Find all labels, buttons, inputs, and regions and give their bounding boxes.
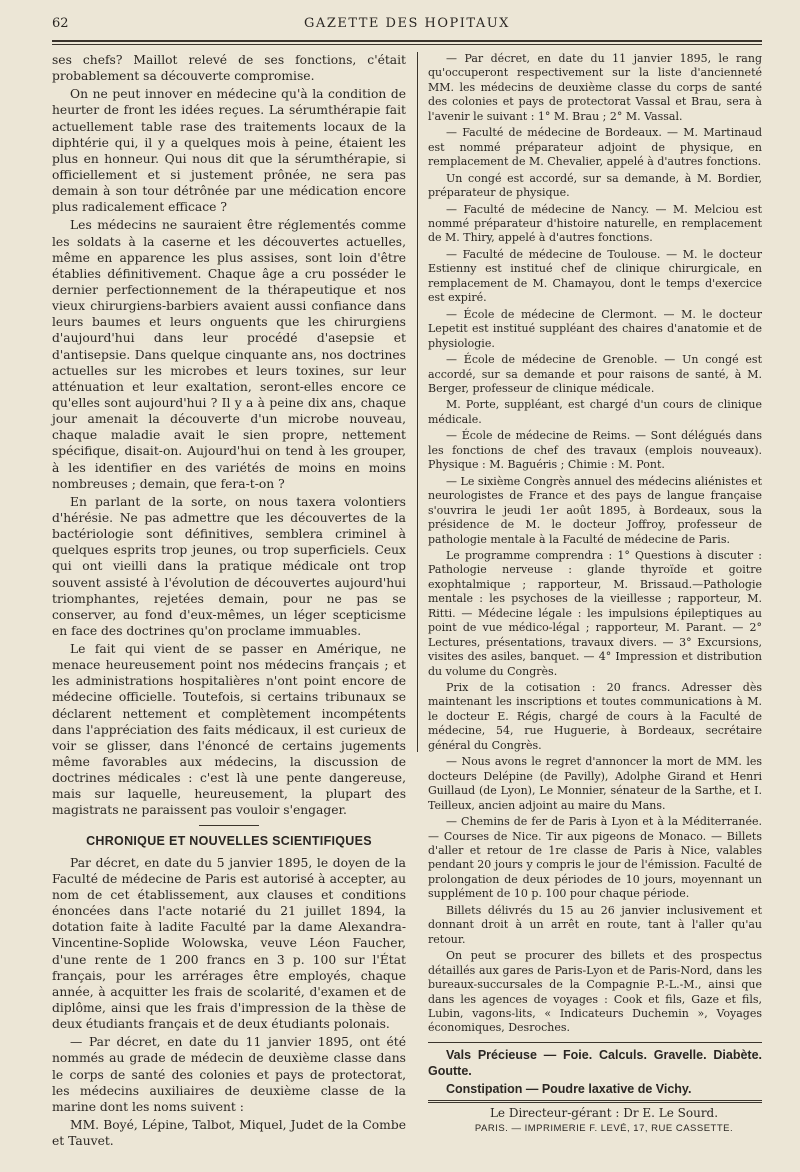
paragraph: Les médecins ne sauraient être réglementés comme les soldats à la caserne et les découvertes actuelles, même en apparence les plus assises, sont loin d'être établies définitivement. Chaque âge a cru posséder le dernier perfectionnement de la thérapeutique et nos vieux chirurgiens-barbiers avaient aussi confiance dans leurs baumes et leurs onguents que les chirurgiens d'aujourd'hui dans leur procédé d'asepsie et d'antisepsie. Dans quelque cinquante ans, nos doctrines actuelles sur les microbes et leurs toxines, sur leur atténuation et leur exaltation, seront-elles encore ce qu'elles sont aujourd'hui ? Il y a à peine dix ans, chaque jour amenait la découverte d'un microbe nouveau, chaque maladie avait le sien propre, nettement spécifique, disait-on. Aujourd'hui on tend à les grouper, à les identifier en des variétés de moins en moins nombreuses ; demain, que fera-t-on ? — [52, 218, 406, 491]
news-item: Prix de la cotisation : 20 francs. Adresser dès maintenant les inscriptions et toutes communications à M. le docteur E. Régis, chargé de cours à la Faculté de médecine, 54, rue Huguerie, à Bordeaux, secrétaire général du Congrès. — [428, 681, 762, 752]
advert-line: Constipation — Poudre laxative de Vichy. — [446, 1081, 692, 1096]
page-number: 62 — [52, 16, 69, 31]
paragraph: En parlant de la sorte, on nous taxera volontiers d'hérésie. Ne pas admettre que les découvertes de la bactériologie sont définitives, semblera criminel à quelques esprits trop jeunes, ou trop superficiels. Ceux qui ont vieilli dans la pratique médicale ont trop souvent assisté à l'évolution de découvertes aujourd'hui triomphantes, rejetées demain, pour ne pas se conserver, au fond d'eux-mêmes, un léger scepticisme en face des doctrines qu'on proclame immuables. — [52, 494, 406, 638]
header-rule-thin — [52, 44, 762, 45]
footer-rule — [428, 1100, 762, 1103]
news-item: On peut se procurer des billets et des prospectus détaillés aux gares de Paris-Lyon et de Paris-Nord, dans les bureaux-succursales de la Compagnie P.-L.-M., ainsi que dans les agences de voyages : Cook et fils, Gaze et fils, Lubin, vagons-lits, « Indicateurs Duchemin », Voyages économiques, Desroches. — [428, 949, 762, 1035]
paragraph: ses chefs? Maillot relevé de ses fonctions, c'était probablement sa découverte compromise. — [52, 53, 406, 84]
news-item: — Par décret, en date du 11 janvier 1895, ont été nommés au grade de médecin de deuxième classe dans le corps de santé des colonies et pays de protectorat, les médecins auxiliaires de deuxième classe de la marine dont les noms suivent : — [52, 1035, 406, 1114]
running-title: GAZETTE DES HOPITAUX — [304, 16, 510, 31]
page-header — [52, 14, 762, 36]
advert-rule — [428, 1042, 762, 1043]
news-item: — Le sixième Congrès annuel des médecins aliénistes et neurologistes de France et des pays de langue française s'ouvrira le jeudi 1er août 1895, à Bordeaux, sous la présidence de M. le docteur Joffroy, professeur de pathologie mentale à la Faculté de médecine de Paris. — [428, 474, 762, 546]
section-title: CHRONIQUE ET NOUVELLES SCIENTIFIQUES — [86, 833, 372, 848]
news-item: Par décret, en date du 5 janvier 1895, le doyen de la Faculté de médecine de Paris est autorisé à accepter, au nom de cet établissement, aux clauses et conditions énoncées dans l'acte notarié du 21 juillet 1894, la dotation faite à ladite Faculté par la dame Alexandra-Vincentine-Soplide Wolowska, veuve Léon Faucher, d'une rente de 1 200 francs en 3 p. 100 sur l'État français, pour les arrérages être employés, chaque année, à acquitter les frais de scolarité, d'examen et de diplôme, ainsi que les frais d'impression de la thèse de deux étudiants français et de deux étudiants polonais. — [52, 855, 406, 1032]
news-item: MM. Boyé, Lépine, Talbot, Miquel, Judet de la Combe et Tauvet. — [52, 1118, 406, 1149]
section-separator — [199, 825, 259, 827]
director-signature: Le Directeur-gérant : Dr E. Le Sourd. — [489, 1105, 719, 1120]
news-item: — École de médecine de Clermont. — M. le docteur Lepetit est institué suppléant des chaires d'anatomie et de physiologie. — [428, 307, 762, 350]
news-item: Un congé est accordé, sur sa demande, à M. Bordier, préparateur de physique. — [428, 171, 762, 200]
printer-imprint: PARIS. — IMPRIMERIE F. LEVÉ, 17, RUE CASSETTE. — [474, 1123, 734, 1135]
news-item: — Nous avons le regret d'annoncer la mort de MM. les docteurs Delépine (de Pavilly), Adolphe Girand et Henri Guillaud (de Lyon), Le Monnier, sénateur de la Sarthe, et I. Teilleux, ancien adjoint au maire du Mans. — [428, 755, 762, 812]
paragraph: Le fait qui vient de se passer en Amérique, ne menace heureusement point nos médecins français ; et les administrations hospitalières n'ont point encore de médecine officielle. Toutefois, si certains tribunaux se déclarent nettement et complètement incompétents dans l'appréciation des faits médicaux, il est curieux de voir se glisser, dans l'énoncé de certains jugements même favorables aux médecins, la discussion de doctrines médicales : c'est là une pente dangereuse, mais sur laquelle, heureusement, la plupart des magistrats ne paraissent pas vouloir s'engager. — [52, 642, 406, 818]
news-item: — Faculté de médecine de Nancy. — M. Melciou est nommé préparateur d'histoire naturelle, en remplacement de M. Thiry, appelé à d'autres fonctions. — [428, 202, 762, 245]
news-item: — Faculté de médecine de Bordeaux. — M. Martinaud est nommé préparateur adjoint de physique, en remplacement de M. Chevalier, appelé à d'autres fonctions. — [428, 126, 762, 169]
news-item: M. Porte, suppléant, est chargé d'un cours de clinique médicale. — [428, 398, 762, 426]
left-column — [52, 52, 406, 1151]
paragraph: On ne peut innover en médecine qu'à la condition de heurter de front les idées reçues. La sérumthérapie fait actuellement table rase des traitements locaux de la diphtérie qui, il y a quelques mois à peine, étaient les plus en honneur. Qui nous dit que la sérumthérapie, si officiellement et si justement prônée, ne sera pas demain à son tour détrônée par une médication encore plus radicalement efficace ? — [52, 87, 406, 215]
news-item: Billets délivrés du 15 au 26 janvier inclusivement et donnant droit à un arrêt en route, tant à l'aller qu'au retour. — [428, 903, 762, 946]
news-item: — École de médecine de Grenoble. — Un congé est accordé, sur sa demande et pour raisons de santé, à M. Berger, professeur de clinique médicale. — [428, 353, 762, 395]
advert-line: Vals Précieuse — Foie. Calculs. Gravelle. Diabète. Goutte. — [428, 1047, 762, 1078]
right-column — [428, 52, 762, 1139]
news-item: — Par décret, en date du 11 janvier 1895, le rang qu'occuperont respectivement sur la liste d'ancienneté MM. les médecins de deuxième classe du corps de santé des colonies et pays de protectorat Vassal et Brau, sera à l'avenir le suivant : 1° M. Brau ; 2° M. Vassal. — [428, 52, 762, 123]
news-item: — Chemins de fer de Paris à Lyon et à la Méditerranée. — Courses de Nice. Tir aux pigeons de Monaco. — Billets d'aller et retour de 1re classe de Paris à Nice, valables pendant 20 jours y compris le jour de l'émission. Faculté de prolongation de deux périodes de 10 jours, moyennant un supplément de 10 p. 100 pour chaque période. — [428, 815, 762, 901]
news-item: Le programme comprendra : 1° Questions à discuter : Pathologie nerveuse : glande thyroïde et goitre exophtalmique ; rapporteur, M. Brissaud.—Pathologie mentale : les psychoses de la vieillesse ; rapporteur, M. Ritti. — Médecine légale : les impulsions épileptiques au point de vue médico-légal ; rapporteur, M. Parant. — 2° Lectures, présentations, travaux divers. — 3° Excursions, visites des asiles, banquet. — 4° Impression et distribution du volume du Congrès. — [428, 548, 762, 678]
news-item: — École de médecine de Reims. — Sont délégués dans les fonctions de chef des travaux (emplois nouveaux). Physique : M. Baguéris ; Chimie : M. Pont. — [428, 429, 762, 472]
news-item: — Faculté de médecine de Toulouse. — M. le docteur Estienny est institué chef de clinique chirurgicale, en remplacement de M. Chamayou, dont le temps d'exercice est expiré. — [428, 247, 762, 305]
column-divider — [417, 52, 418, 752]
header-rule — [52, 40, 762, 42]
